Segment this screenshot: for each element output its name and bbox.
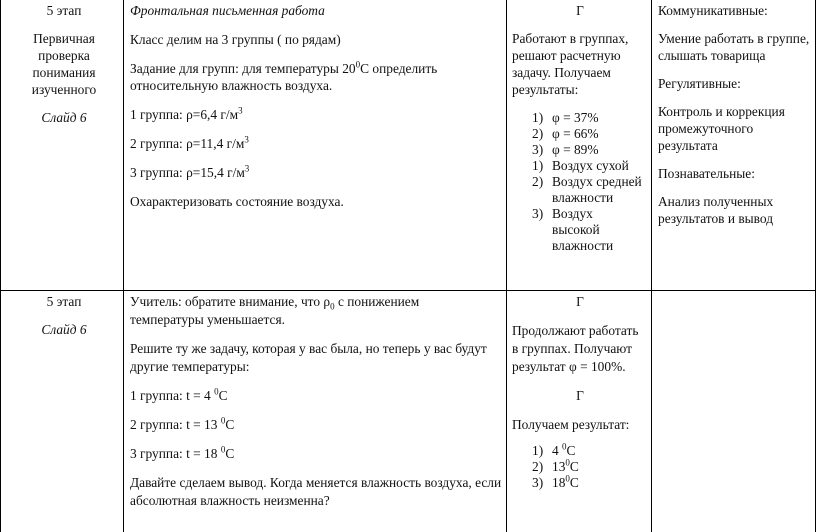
row1-form-cell	[512, 2, 648, 254]
task-text: Задание для групп: для температуры $20^0С$ определить	[130, 59, 438, 76]
form-text-line-1: Работают в группах,	[512, 31, 629, 46]
row1-uud-cell	[658, 2, 812, 227]
temperature-results-list	[512, 443, 648, 491]
result-heading: Получаем результат:	[512, 417, 630, 432]
list-item: 1) Воздух сухой	[532, 158, 629, 173]
list-item: 2) $13^0С$	[532, 457, 579, 474]
new-task-text: Решите ту же задачу, которая у вас была, но теперь у вас будут другие температуры:	[130, 341, 487, 374]
regulatory-title: Регулятивные:	[658, 76, 741, 91]
form-text-line-3: задачу. Получаем	[512, 65, 611, 80]
stage-label: 5 этап	[46, 3, 82, 18]
form-letter: Г	[576, 294, 584, 309]
row2-form-cell	[512, 293, 648, 491]
list-item: 3) φ = 89%	[532, 142, 599, 157]
task-text-cont: относительную влажность воздуха.	[130, 78, 333, 93]
stage-desc-line-3: понимания	[32, 65, 96, 80]
group-2-temperature: 2 группа: t = 13 $^0$С	[130, 415, 235, 432]
group-3-density: 3 группа: ρ=15,4 $г/м^3$	[130, 163, 250, 180]
form-text-continue: Продолжают работать в группах. Получают результат φ = 100%.	[512, 323, 639, 374]
row2-stage-cell	[8, 293, 120, 338]
table-border-left	[0, 0, 1, 532]
slide-label: Слайд 6	[41, 322, 87, 337]
row1-stage-cell	[8, 2, 120, 126]
class-division-text: Класс делим на 3 группы ( по рядам)	[130, 32, 341, 47]
list-item: 1) 4 $^0$С	[532, 441, 576, 458]
row1-content-cell	[130, 2, 502, 210]
stage-desc-line-4: изученного	[31, 82, 97, 97]
list-item: 3) $18^0С$	[532, 473, 579, 490]
teacher-note-cont: температуры уменьшается.	[130, 312, 285, 327]
form-letter: Г	[576, 3, 584, 18]
group-2-density: 2 группа: ρ=11,4 $г/м^3$	[130, 134, 249, 151]
cognitive-text: Анализ полученных результатов и вывод	[658, 194, 774, 226]
work-title: Фронтальная письменная работа	[130, 3, 325, 18]
slide-label: Слайд 6	[41, 110, 87, 125]
column-divider-2	[506, 0, 507, 532]
row-divider	[0, 290, 816, 291]
form-text-line-4: результаты:	[512, 82, 579, 97]
communicative-title: Коммуникативные:	[658, 3, 768, 18]
conclusion-question: Давайте сделаем вывод. Когда меняется влажность воздуха, если абсолютная влажность неизменна?	[130, 475, 502, 508]
column-divider-3	[651, 0, 652, 532]
stage-desc-line-1: Первичная	[33, 31, 95, 46]
group-1-density: 1 группа: ρ=6,4 $г/м^3$	[130, 105, 243, 122]
list-item: 1) φ = 37%	[532, 110, 599, 125]
group-1-temperature: 1 группа: t = 4 $^0$С	[130, 386, 228, 403]
stage-label: 5 этап	[46, 294, 82, 309]
communicative-text: Умение работать в группе, слышать товарища	[658, 31, 810, 63]
list-item: 2) Воздух средней влажности	[532, 174, 642, 205]
row2-content-cell	[130, 293, 502, 510]
form-text-line-2: решают расчетную	[512, 48, 621, 63]
teacher-note: Учитель: обратите внимание, что $\rho_0$ с понижением	[130, 294, 420, 312]
results-list	[512, 110, 648, 254]
form-letter-2: Г	[576, 388, 584, 403]
characterize-task: Охарактеризовать состояние воздуха.	[130, 194, 344, 209]
regulatory-text: Контроль и коррекция промежуточного результата	[658, 104, 785, 153]
group-3-temperature: 3 группа: t = 18 $^0$С	[130, 444, 235, 461]
cognitive-title: Познавательные:	[658, 166, 755, 181]
list-item: 2) φ = 66%	[532, 126, 599, 141]
column-divider-1	[123, 0, 124, 532]
list-item: 3) Воздух высокой влажности	[532, 206, 614, 253]
stage-desc-line-2: проверка	[38, 48, 90, 63]
